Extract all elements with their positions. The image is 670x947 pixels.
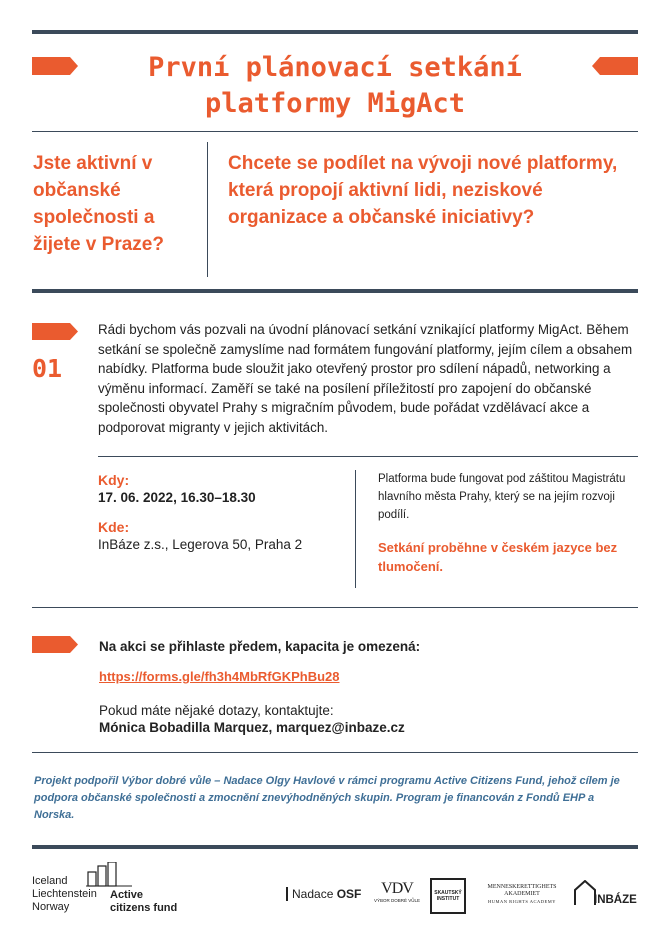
section-number: 01 (32, 354, 63, 383)
question-right: Chcete se podílet na vývoji nové platformy, která propojí aktivní lidi, neziskové organizace a občanské iniciativy? (228, 153, 618, 228)
title-line-1: První plánovací setkání (148, 52, 522, 83)
footer-top-rule (32, 752, 638, 753)
human-rights-academy-logo (482, 884, 562, 905)
section-arrow-icon (32, 323, 78, 340)
country-iceland: Iceland (32, 875, 68, 887)
registration-link[interactable]: https://forms.gle/fh3h4MbRfGKPhBu28 (99, 669, 340, 684)
active-citizens-line-1: Active (110, 889, 144, 901)
hra-line-1: MENNESKERETTIGHETS (487, 884, 557, 890)
vdv-monogram: VDV (381, 880, 413, 897)
active-citizens-logo (110, 889, 177, 915)
title-divider (32, 131, 638, 132)
question-left: Jste aktivní v občanské společnosti a žijete v Praze? (33, 153, 164, 255)
when-value: 17. 06. 2022, 16.30–18.30 (98, 490, 256, 505)
skautsky-text (432, 890, 464, 902)
contact-person: Mónica Bobadilla Marquez, marquez@inbaze.cz (99, 720, 405, 735)
active-citizens-line-2: citizens fund (110, 902, 178, 914)
nadace-text: Nadace (286, 887, 333, 901)
eea-grants-mark-icon (86, 862, 132, 888)
inbaze-text: INBÁZE (594, 894, 637, 906)
side-note-highlight: Setkání proběhne v českém jazyce bez tlumočení. (378, 540, 618, 574)
skautsky-line-1: SKAUTSKÝ (434, 890, 462, 896)
nadace-osf-logo (286, 887, 361, 901)
funding-note: Projekt podpořil Výbor dobré vůle – Nadace Olgy Havlové v rámci programu Active Citizens Fund, jehož cílem je podpora občanské společnosti a zmocnění znevýhodněných skupin. Program je financován z Fondů EHP a Norska. (34, 775, 620, 821)
hra-sub: HUMAN RIGHTS ACADEMY (487, 899, 556, 904)
hra-line-2: AKADEMIET (504, 891, 540, 897)
page-title (60, 50, 610, 122)
eea-norway-grants-logo (32, 862, 182, 917)
contact-intro: Pokud máte nějaké dotazy, kontaktujte: (99, 703, 334, 718)
details-divider (355, 470, 356, 588)
when-label: Kdy: (98, 472, 130, 488)
question-divider (207, 142, 208, 277)
top-rule (32, 30, 638, 34)
skautsky-line-2: INSTITUT (436, 896, 460, 902)
section-rule (32, 289, 638, 293)
registration-arrow-icon (32, 636, 78, 653)
skautsky-institut-logo (430, 878, 466, 914)
vdv-name: VÝBOR DOBRÉ VŮLE (373, 898, 420, 903)
intro-text: Rádi bychom vás pozvali na úvodní plánovací setkání vznikající platformy MigAct. Během setkání se společně zamyslíme nad formátem fungování platformy, jejím cílem a obsahem nabídky. Platforma bude sloužit jako otevřený prostor pro sdílení nápadů, networking a výměnu informací. Zaměří se také na posílení příležitostí pro zapojení do občanské společnosti obyvatel Prahy s migračním původem, bude pořádat vzdělávací akce a podporovat migranty v jejich aktivitách. (98, 322, 633, 435)
side-note-text: Platforma bude fungovat pod záštitou Magistrátu hlavního města Prahy, který se na jejím rozvoji podílí. (378, 473, 626, 521)
house-icon (574, 880, 596, 906)
details-top-rule (98, 456, 638, 457)
vdv-logo (372, 880, 422, 903)
osf-text: OSF (336, 887, 362, 901)
country-liechtenstein: Liechtenstein (32, 888, 97, 900)
title-line-2: platformy MigAct (204, 88, 466, 119)
footer-rule (32, 845, 638, 849)
where-label: Kde: (98, 519, 130, 535)
country-norway: Norway (32, 901, 70, 913)
registration-heading: Na akci se přihlaste předem, kapacita je omezená: (99, 639, 421, 654)
registration-top-rule (32, 607, 638, 608)
where-value: InBáze z.s., Legerova 50, Praha 2 (98, 537, 303, 552)
